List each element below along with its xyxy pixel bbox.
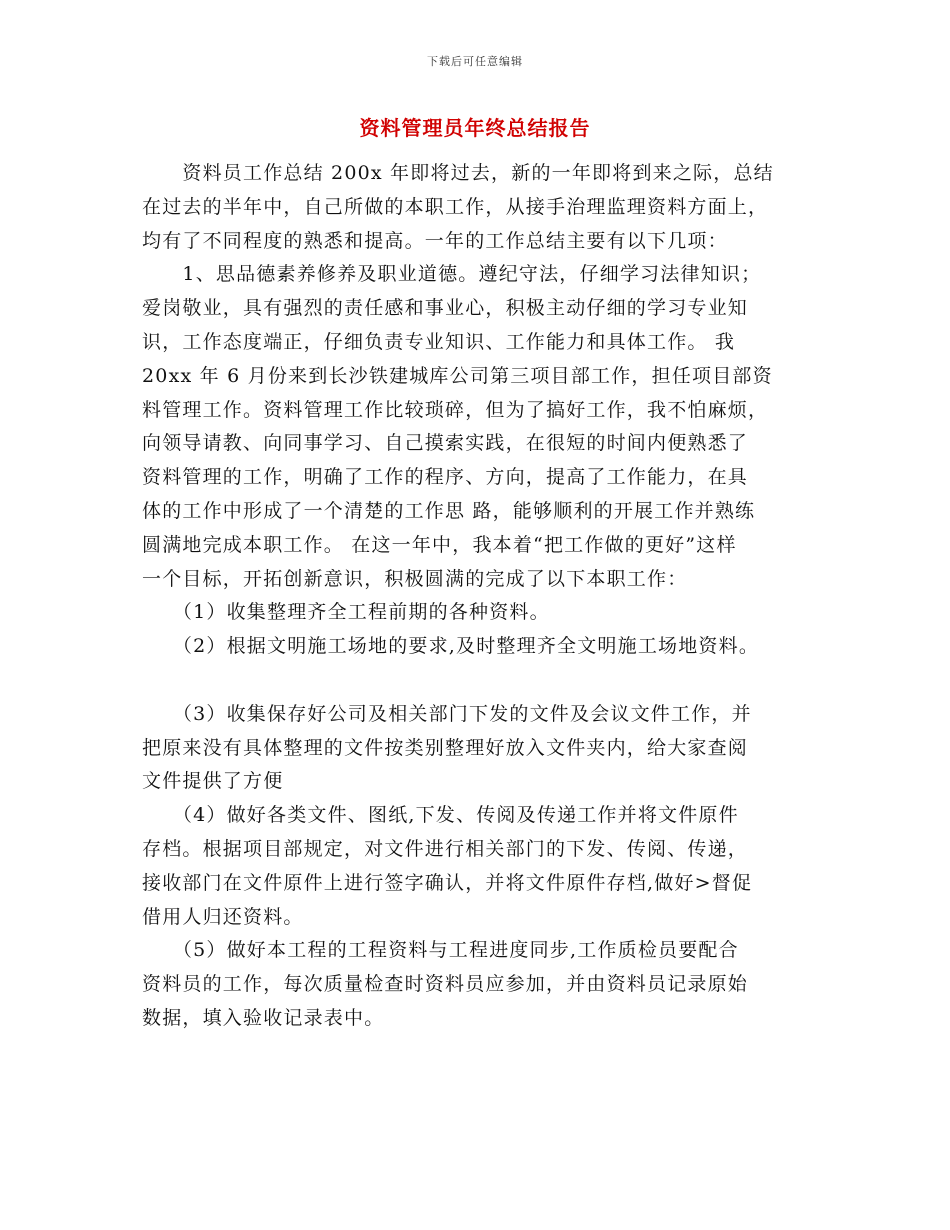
text-line: 数据，填入验收记录表中。	[142, 1006, 385, 1029]
text-line: 资料员的工作，每次质量检查时资料员应参加，并由资料员记录原始	[142, 973, 749, 996]
text-line: 文件提供了方便	[142, 770, 284, 793]
text-line: 在过去的半年中，自己所做的本职工作，从接手治理监理资料方面上，	[142, 195, 769, 218]
text-line: 资料管理的工作，明确了工作的程序、方向，提高了工作能力，在具	[142, 466, 749, 489]
text-line: 体的工作中形成了一个清楚的工作思 路，能够顺利的开展工作并熟练	[142, 499, 756, 522]
text-line: 圆满地完成本职工作。 在这一年中，我本着“把工作做的更好”这样	[142, 533, 737, 556]
document-title: 资料管理员年终总结报告	[359, 116, 591, 140]
text-line: （3）收集保存好公司及相关部门下发的文件及会议文件工作，并	[142, 702, 752, 725]
text-line: 均有了不同程度的熟悉和提高。一年的工作总结主要有以下几项：	[142, 229, 728, 252]
text-line: 一个目标，开拓创新意识，积极圆满的完成了以下本职工作：	[142, 567, 688, 590]
text-line: 资料员工作总结 200x 年即将过去，新的一年即将到来之际，总结	[142, 162, 774, 184]
text-line: 把原来没有具体整理的文件按类别整理好放入文件夹内，给大家查阅	[142, 736, 749, 759]
text-line: （1）收集整理齐全工程前期的各种资料。	[142, 601, 550, 624]
text-line: 借用人归还资料。	[142, 905, 304, 928]
text-line: 料管理工作。资料管理工作比较琐碎，但为了搞好工作，我不怕麻烦，	[142, 398, 769, 421]
text-line: （2）根据文明施工场地的要求,及时整理齐全文明施工场地资料。	[142, 635, 760, 658]
download-note: 下载后可任意编辑	[427, 55, 523, 68]
text-line: 存档。根据项目部规定，对文件进行相关部门的下发、传阅、传递，	[142, 837, 749, 860]
document-body	[142, 157, 810, 1036]
text-line: 爱岗敬业，具有强烈的责任感和事业心，积极主动仔细的学习专业知	[142, 297, 749, 320]
text-line: 20xx 年 6 月份来到长沙铁建城库公司第三项目部工作，担任项目部资	[142, 364, 773, 387]
blank-line	[142, 664, 810, 698]
text-line: 向领导请教、向同事学习、自己摸索实践，在很短的时间内便熟悉了	[142, 432, 749, 455]
text-line: 1、思品德素养修养及职业道德。遵纪守法，仔细学习法律知识；	[142, 263, 762, 286]
text-line: 识，工作态度端正，仔细负责专业知识、工作能力和具体工作。 我	[142, 330, 736, 353]
text-line: 接收部门在文件原件上进行签字确认，并将文件原件存档,做好>督促	[142, 871, 753, 894]
text-line: （4）做好各类文件、图纸,下发、传阅及传递工作并将文件原件	[142, 804, 739, 827]
text-line: （5）做好本工程的工程资料与工程进度同步,工作质检员要配合	[142, 939, 739, 962]
